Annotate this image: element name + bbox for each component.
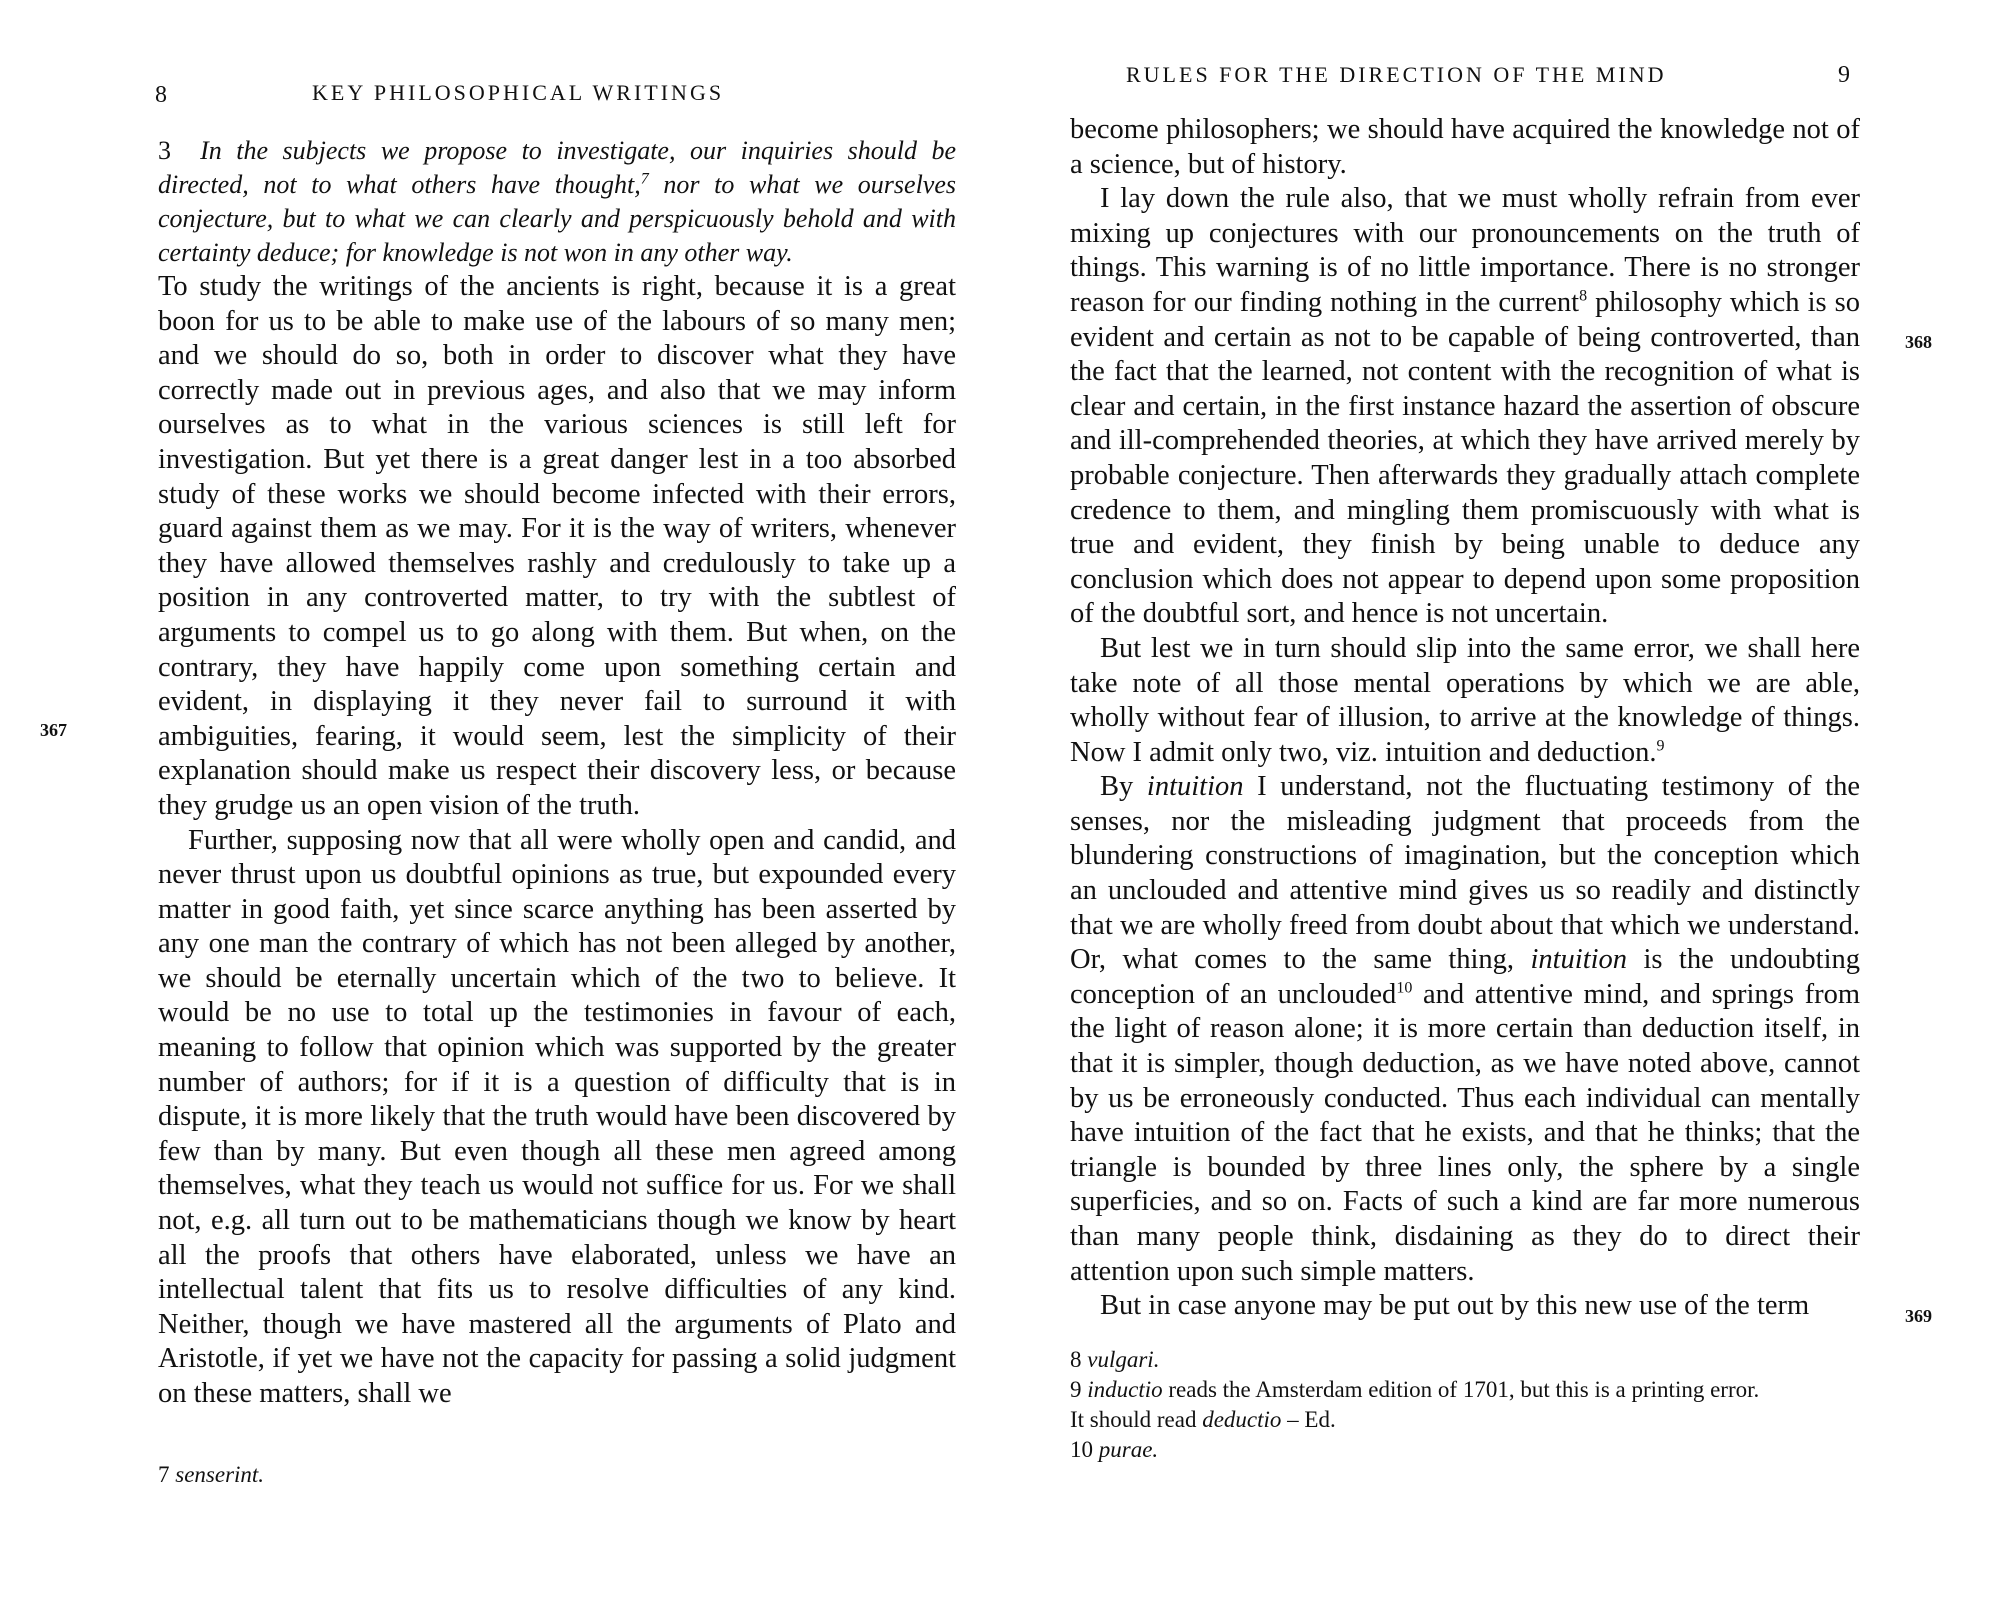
paragraph: become philosophers; we should have acquired the knowledge not of a science, but of history. <box>1070 114 1860 180</box>
footnote-text: vulgari. <box>1087 1347 1160 1372</box>
rule-statement <box>158 134 956 270</box>
text: and attentive mind, and springs from the light of reason alone; it is more certain than deduction itself, in that it is simpler, though deduction, as we have noted above, cannot by us be erroneously conducted. Thus each individual can mentally have intuition of the fact that he exists, and that he thinks; that the triangle is bounded by three lines only, the sphere by a single superficies, and so on. Facts of such a kind are far more numerous than many people think, disdaining as they do to direct their attention upon such simple matters. <box>1070 978 1860 1287</box>
footnote-ref: 10 <box>1396 979 1413 997</box>
footnotes <box>1070 1345 1870 1465</box>
footnote-text: purae. <box>1098 1437 1159 1462</box>
footnote-ref: 7 <box>640 170 649 188</box>
page-number: 8 <box>155 82 167 108</box>
text: I lay down the rule also, that we must wholly refrain from ever mixing up conjectures with our pronouncements on the truth of things. This warning is of no little importance. There is no stronger reason for our finding nothing in the current <box>1070 183 1860 318</box>
paragraph <box>1070 770 1860 1289</box>
footnote-ref: 8 <box>1579 287 1588 305</box>
footnotes <box>158 1460 264 1490</box>
footnote-ref: 9 <box>1656 737 1665 755</box>
paragraph: But in case anyone may be put out by this new use of the term <box>1100 1290 1810 1322</box>
footnote <box>1070 1435 1870 1465</box>
footnote-text: reads the Amsterdam edition of 1701, but this is a printing error. <box>1162 1377 1760 1402</box>
footnote <box>158 1460 264 1490</box>
paragraph: To study the writings of the ancients is right, because it is a great boon for us to be able to make use of the labours of so many men; and we should do so, both in order to discover what they have correctly made out in previous ages, and also that we may inform ourselves as to what in the various sciences is still left for investigation. But yet there is a great danger lest in a too absorbed study of these works we should become infected with their errors, guard against them as we may. For it is the way of writers, whenever they have allowed themselves rashly and credulously to take up a position in any controverted matter, to try with the subtlest of arguments to compel us to go along with them. But when, on the contrary, they have happily come upon something certain and evident, in displaying it they never fail to surround it with ambiguities, fearing, it would seem, lest the simplicity of their explanation should make us respect their discovery less, or because they grudge us an open vision of the truth. <box>158 271 956 821</box>
rule-number: 3 <box>158 136 171 165</box>
footnote-number: 9 <box>1070 1377 1082 1402</box>
footnote-continued <box>1070 1405 1870 1435</box>
italic-term: intuition <box>1146 771 1244 803</box>
italic-term: deductio <box>1202 1407 1282 1432</box>
text: By <box>1100 771 1147 803</box>
running-head: RULES FOR THE DIRECTION OF THE MIND <box>1126 62 1667 87</box>
text: is the undoubting conception of an unclouded <box>1070 944 1860 1010</box>
running-head: KEY PHILOSOPHICAL WRITINGS <box>312 80 725 105</box>
left-column <box>158 134 956 1412</box>
footnote-text: It should read <box>1070 1407 1203 1432</box>
paragraph <box>1070 632 1860 770</box>
margin-number: 369 <box>1905 1306 1932 1326</box>
rule-text: In the subjects we propose to investigate, our inquiries should be directed, not to what others have thought, <box>158 136 957 199</box>
text: But lest we in turn should slip into the same error, we shall here take note of all those mental operations by which we are able, wholly without fear of illusion, to arrive at the knowledge of things. Now I admit only two, viz. intuition and deduction. <box>1070 632 1860 768</box>
right-column <box>1070 113 1860 1324</box>
paragraph: Further, supposing now that all were wholly open and candid, and never thrust upon us doubtful opinions as true, but expounded every matter in good faith, yet since scarce anything has been asserted by any one man the contrary of which has not been alleged by another, we should be eternally uncertain which of the two to believe. It would be no use to total up the testimonies in favour of each, meaning to follow that opinion which was supported by the greater number of authors; for if it is a question of difficulty that is in dispute, it is more likely that the truth would have been discovered by few than by many. But even though all these men agreed among themselves, what they teach us would not suffice for us. For we shall not, e.g. all turn out to be mathematicians though we know by heart all the proofs that others have elaborated, unless we have an intellectual talent that fits us to resolve difficulties of any kind. Neither, though we have mastered all the arguments of Plato and Aristotle, if yet we have not the capacity for passing a solid judgment on these matters, shall we <box>158 824 956 1409</box>
footnote-text: – Ed. <box>1281 1407 1336 1432</box>
footnote-number: 7 <box>158 1462 170 1487</box>
italic-term: intuition <box>1530 944 1628 976</box>
footnote-text: senserint. <box>175 1462 265 1487</box>
text: philosophy which is so evident and certain as not to be capable of being controverted, than the fact that the learned, not content with the recognition of what is clear and certain, in the first instance hazard the assertion of obscure and ill-comprehended theories, at which they have arrived merely by probable conjecture. Then afterwards they gradually attach complete credence to them, and mingling them promiscuously with what is true and evident, they finish by being unable to deduce any conclusion which does not appear to depend upon some proposition of the doubtful sort, and hence is not uncertain. <box>1070 286 1860 630</box>
margin-number: 368 <box>1905 332 1932 352</box>
margin-number: 367 <box>40 720 67 740</box>
paragraph <box>1070 182 1860 632</box>
rule-text-continued: nor to what we ourselves conjecture, but to what we can clearly and perspicuously behold and with certainty deduce; for knowledge is not won in any other way. <box>158 170 956 267</box>
footnote-number: 10 <box>1070 1437 1093 1462</box>
page-number: 9 <box>1838 62 1850 88</box>
footnote-number: 8 <box>1070 1347 1082 1372</box>
text: I understand, not the fluctuating testimony of the senses, nor the misleading judgment that proceeds from the blundering constructions of imagination, but the conception which an unclouded and attentive mind gives us so readily and distinctly that we are wholly freed from doubt about that which we understand. Or, what comes to the same thing, <box>1070 771 1860 976</box>
footnote <box>1070 1375 1870 1405</box>
right-page <box>1000 0 2000 1606</box>
footnote <box>1070 1345 1870 1375</box>
italic-term: inductio <box>1087 1377 1163 1402</box>
